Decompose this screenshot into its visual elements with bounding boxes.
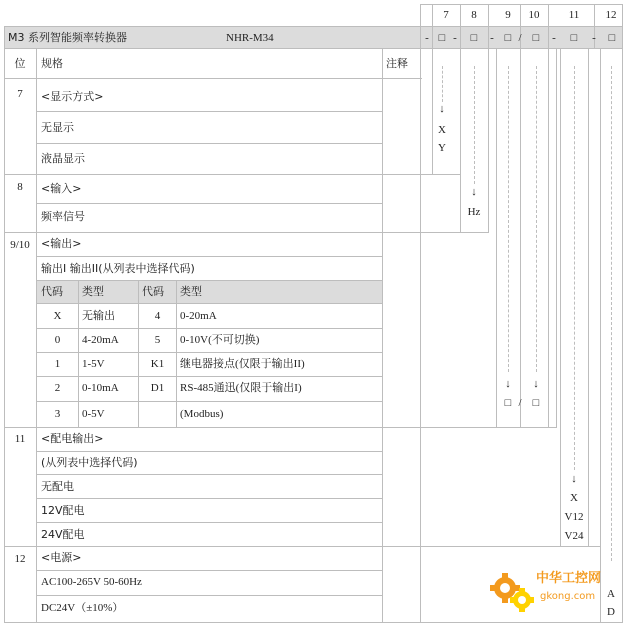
option-24v-distribution: 24V配电 xyxy=(41,528,85,541)
option-dc-supply: DC24V（±10%） xyxy=(41,602,124,614)
code-7-x: X xyxy=(438,124,446,136)
row-code-1: 3 xyxy=(54,408,61,420)
row-type-2: RS-485通迅(仅限于输出I) xyxy=(180,382,302,394)
row-type-2: 0-20mA xyxy=(180,310,217,322)
arrow-down-icon: ↓ xyxy=(505,378,511,390)
code-11-v24: V24 xyxy=(564,530,584,542)
head-type-2: 类型 xyxy=(180,285,202,298)
row-type-1: 0-10mA xyxy=(82,382,119,394)
row-code-1: X xyxy=(53,310,62,322)
code-slot-9: □ xyxy=(504,32,512,44)
row-type-1: 无输出 xyxy=(82,309,115,322)
code-sep-5: - xyxy=(592,32,596,44)
model-number: NHR-M34 xyxy=(226,32,274,44)
option-12v-distribution: 12V配电 xyxy=(41,504,85,517)
column-header-12: 12 xyxy=(605,9,617,21)
row-code-2: D1 xyxy=(150,382,165,394)
position-11: 11 xyxy=(14,433,26,445)
column-header-10: 10 xyxy=(528,9,540,21)
row-type-1: 1-5V xyxy=(82,358,105,370)
head-code-1: 代码 xyxy=(41,285,63,298)
option-no-distribution: 无配电 xyxy=(41,480,74,493)
code-slot-12: □ xyxy=(608,32,616,44)
code-slot-8: □ xyxy=(470,32,478,44)
row-code-2: K1 xyxy=(150,358,165,370)
row-code-1: 1 xyxy=(54,358,61,370)
code-slash: / xyxy=(518,32,522,44)
output-title: <输出> xyxy=(41,237,82,250)
power-distribution-title: <配电输出> xyxy=(41,432,104,445)
code-slot-7: □ xyxy=(438,32,446,44)
row-code-2: 5 xyxy=(154,334,161,346)
gkong-watermark xyxy=(488,568,608,618)
output-subtitle: 输出I 输出II(从列表中选择代码) xyxy=(41,262,195,275)
column-header-9: 9 xyxy=(505,9,511,21)
row-type-2: (Modbus) xyxy=(180,408,224,420)
product-title: M3 系列智能频率转换器 xyxy=(8,31,127,44)
position-9-10: 9/10 xyxy=(10,239,30,251)
code-8-hz: Hz xyxy=(467,206,481,218)
column-position-label: 位 xyxy=(14,57,26,70)
column-header-8: 8 xyxy=(471,9,477,21)
option-no-display: 无显示 xyxy=(41,121,74,134)
row-type-1: 4-20mA xyxy=(82,334,119,346)
column-note-label: 注释 xyxy=(386,57,408,70)
code-slot-11: □ xyxy=(570,32,578,44)
code-sep-1: - xyxy=(425,32,429,44)
code-sep-3: - xyxy=(490,32,494,44)
head-code-2: 代码 xyxy=(142,285,164,298)
head-type-1: 类型 xyxy=(82,285,104,298)
power-supply-title: <电源> xyxy=(41,551,82,564)
option-ac-supply: AC100-265V 50-60Hz xyxy=(41,576,142,588)
input-title: <输入> xyxy=(41,182,82,195)
display-mode-title: <显示方式> xyxy=(41,90,104,103)
code-12-d: D xyxy=(607,606,615,618)
row-code-1: 2 xyxy=(54,382,61,394)
code-11-x: X xyxy=(570,492,578,504)
row-code-1: 0 xyxy=(54,334,61,346)
column-header-11: 11 xyxy=(568,9,580,21)
option-lcd-display: 液晶显示 xyxy=(41,152,85,165)
gear-logo-icon xyxy=(488,570,536,614)
code-11-v12: V12 xyxy=(564,511,584,523)
column-spec-label: 规格 xyxy=(41,57,63,70)
code-sep-4: - xyxy=(552,32,556,44)
power-distribution-subtitle: (从列表中选择代码) xyxy=(41,456,138,469)
code-slot-10: □ xyxy=(532,32,540,44)
position-12: 12 xyxy=(14,553,26,565)
code-9-10-slash: / xyxy=(518,397,522,409)
row-type-2: 继电器接点(仅限于输出II) xyxy=(180,358,305,370)
row-code-2: 4 xyxy=(154,310,161,322)
code-10-box: □ xyxy=(532,397,540,409)
code-7-y: Y xyxy=(438,142,446,154)
code-sep-2: - xyxy=(453,32,457,44)
watermark-name: 中华工控网 xyxy=(536,571,602,586)
row-type-1: 0-5V xyxy=(82,408,105,420)
position-7: 7 xyxy=(17,88,23,100)
column-header-7: 7 xyxy=(443,9,449,21)
watermark-url: gkong.com xyxy=(540,591,596,602)
arrow-down-icon: ↓ xyxy=(533,378,539,390)
code-9-box: □ xyxy=(504,397,512,409)
row-type-2: 0-10V(不可切换) xyxy=(180,334,260,346)
code-12-a: A xyxy=(607,588,615,600)
position-8: 8 xyxy=(17,181,23,193)
arrow-down-icon: ↓ xyxy=(471,186,477,198)
arrow-down-icon: ↓ xyxy=(439,103,445,115)
arrow-down-icon: ↓ xyxy=(571,473,577,485)
option-frequency-signal: 频率信号 xyxy=(41,210,85,223)
